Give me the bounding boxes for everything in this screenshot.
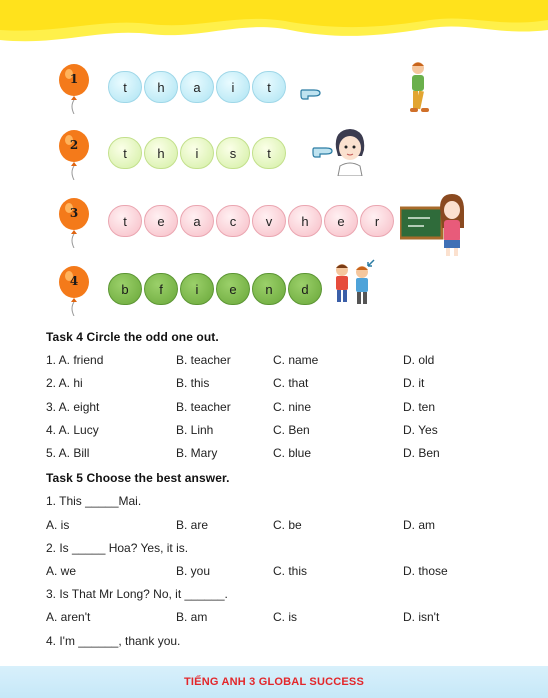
two-boys-icon [330, 258, 380, 306]
letter-bubble: h [144, 137, 178, 169]
option-b: B. Mary [176, 446, 218, 460]
letter-bubble: a [180, 71, 214, 103]
option-a: 5. A. Bill [46, 446, 90, 460]
letter-bubble: v [252, 205, 286, 237]
letter-bubble: i [216, 71, 250, 103]
task4-question-1 [46, 353, 506, 369]
task5-question-3: 3. Is That Mr Long? No, it ______. [46, 587, 228, 601]
girl-face-icon [330, 126, 370, 176]
task5-title: Task 5 Choose the best answer. [46, 471, 230, 485]
option-c: C. that [273, 376, 309, 390]
option-b: B. this [176, 376, 210, 390]
task4-question-4 [46, 423, 506, 439]
option-b: B. am [176, 610, 208, 624]
letter-bubble: t [252, 137, 286, 169]
letter-bubble: t [108, 137, 142, 169]
letter-bubble: f [144, 273, 178, 305]
task5-answers-3 [46, 610, 506, 626]
teacher-at-board-icon [400, 194, 466, 256]
letter-bubble: e [144, 205, 178, 237]
balloon-icon [58, 198, 92, 246]
option-a: 3. A. eight [46, 400, 100, 414]
letter-bubble: s [216, 137, 250, 169]
letter-bubble: r [360, 205, 394, 237]
letter-bubble: t [108, 71, 142, 103]
letter-bubble: i [180, 273, 214, 305]
option-a: 2. A. hi [46, 376, 83, 390]
balloon-icon [58, 130, 92, 178]
option-d: D. Yes [403, 423, 438, 437]
letter-bubble: e [324, 205, 358, 237]
task5-answers-2 [46, 564, 506, 580]
option-c: C. Ben [273, 423, 310, 437]
footer-text: TIẾNG ANH 3 GLOBAL SUCCESS [184, 676, 364, 688]
letter-bubble: h [288, 205, 322, 237]
balloon-icon [58, 64, 92, 112]
balloon-icon [58, 266, 92, 314]
task5-question-4: 4. I'm ______, thank you. [46, 634, 181, 648]
option-d: D. those [403, 564, 448, 578]
option-d: D. it [403, 376, 425, 390]
option-c: C. blue [273, 446, 312, 460]
option-c: C. be [273, 518, 302, 532]
letter-bubble: i [180, 137, 214, 169]
letter-bubble: n [252, 273, 286, 305]
option-b: B. are [176, 518, 209, 532]
letter-bubble: a [180, 205, 214, 237]
option-d: D. isn't [403, 610, 440, 624]
task4-title: Task 4 Circle the odd one out. [46, 330, 219, 344]
option-a: A. aren't [46, 610, 91, 624]
option-d: D. Ben [403, 446, 440, 460]
option-c: C. name [273, 353, 319, 367]
letter-bubble: t [252, 71, 286, 103]
option-d: D. am [403, 518, 436, 532]
option-b: B. teacher [176, 400, 231, 414]
letter-bubble: t [108, 205, 142, 237]
task4-question-3 [46, 400, 506, 416]
option-d: D. ten [403, 400, 436, 414]
option-b: B. teacher [176, 353, 231, 367]
option-b: B. you [176, 564, 211, 578]
balloon-number: 3 [69, 206, 79, 220]
option-a: A. is [46, 518, 70, 532]
letter-bubble: b [108, 273, 142, 305]
option-a: 1. A. friend [46, 353, 104, 367]
task5-question-2: 2. Is _____ Hoa? Yes, it is. [46, 541, 189, 555]
task4-question-5 [46, 446, 506, 462]
header-wave-decoration [0, 0, 548, 52]
letter-bubble: e [216, 273, 250, 305]
option-c: C. this [273, 564, 308, 578]
footer-banner [0, 666, 548, 698]
option-a: 4. A. Lucy [46, 423, 99, 437]
task5-question-1: 1. This _____Mai. [46, 494, 142, 508]
balloon-number: 1 [69, 72, 79, 86]
pointing-hand-icon [300, 84, 322, 102]
letter-bubble: c [216, 205, 250, 237]
task5-answers-1 [46, 518, 506, 534]
balloon-number: 2 [69, 138, 79, 152]
option-c: C. is [273, 610, 297, 624]
option-d: D. old [403, 353, 435, 367]
balloon-number: 4 [69, 274, 79, 288]
option-c: C. nine [273, 400, 312, 414]
boy-walking-icon [404, 60, 434, 118]
option-b: B. Linh [176, 423, 214, 437]
letter-bubble: h [144, 71, 178, 103]
letter-bubble: d [288, 273, 322, 305]
task4-question-2 [46, 376, 506, 392]
option-a: A. we [46, 564, 77, 578]
